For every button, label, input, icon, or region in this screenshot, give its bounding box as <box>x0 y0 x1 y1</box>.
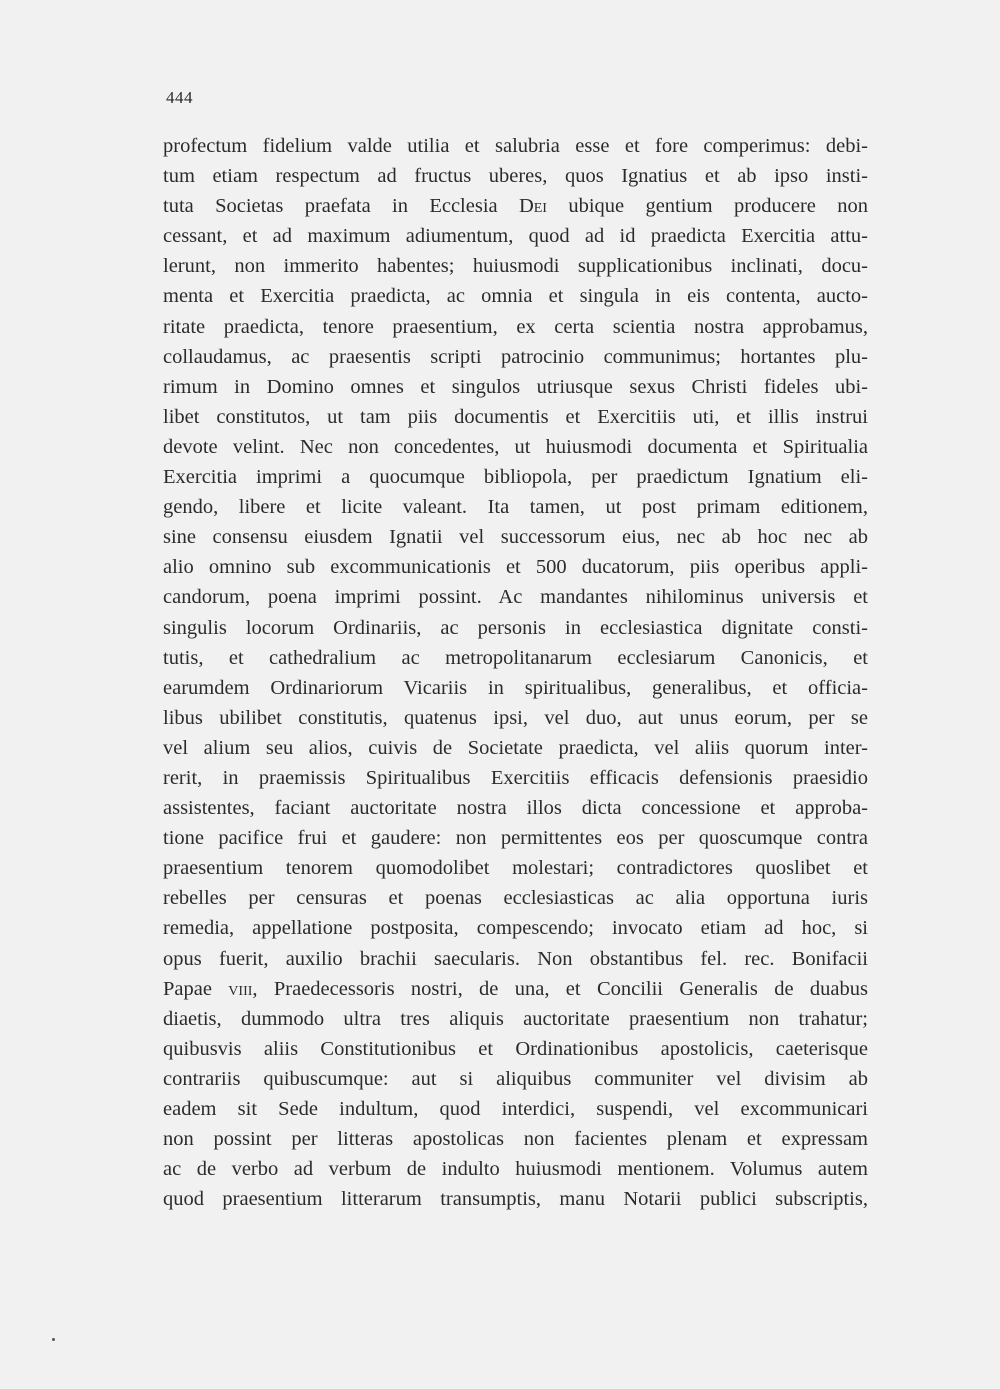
text-line: contrariis quibuscumque: aut si aliquibus communiter vel divisim ab <box>163 1067 868 1090</box>
text-line: quod praesentium litterarum transumptis, manu Notarii publici subscriptis, <box>163 1188 868 1211</box>
small-caps-word: viii <box>228 977 253 1000</box>
text-line: assistentes, faciant auctoritate nostra illos dicta concessione et approba- <box>163 797 868 820</box>
text-line: quibusvis aliis Constitutionibus et Ordinationibus apostolicis, caeterisque <box>163 1037 868 1060</box>
text-line: ritate praedicta, tenore praesentium, ex certa scientia nostra approbamus, <box>163 315 868 338</box>
text-line: libet constitutos, ut tam piis documentis et Exercitiis uti, et illis instrui <box>163 405 868 428</box>
text-line: rerit, in praemissis Spiritualibus Exercitiis efficacis defensionis praesidio <box>163 766 868 789</box>
text-line: diaetis, dummodo ultra tres aliquis auctoritate praesentium non trahatur; <box>163 1007 868 1030</box>
text-line: cessant, et ad maximum adiumentum, quod ad id praedicta Exercitia attu- <box>163 225 868 248</box>
text-line: tuta Societas praefata in Ecclesia Dei ubique gentium producere non <box>163 195 868 218</box>
text-line: remedia, appellatione postposita, compescendo; invocato etiam ad hoc, si <box>163 917 868 940</box>
text-line: collaudamus, ac praesentis scripti patrocinio communimus; hortantes plu- <box>163 345 868 368</box>
page-number: 444 <box>166 88 193 107</box>
text-line: non possint per litteras apostolicas non facientes plenam et expressam <box>163 1128 868 1151</box>
body-text <box>163 131 868 1214</box>
text-line: vel alium seu alios, cuivis de Societate praedicta, vel aliis quorum inter- <box>163 736 868 759</box>
text-line: tione pacifice frui et gaudere: non permittentes eos per quoscumque contra <box>163 827 868 850</box>
text-line: candorum, poena imprimi possint. Ac mandantes nihilominus universis et <box>163 586 868 609</box>
text-line: profectum fidelium valde utilia et salubria esse et fore comperimus: debi- <box>163 135 868 157</box>
text-line: tutis, et cathedralium ac metropolitanarum ecclesiarum Canonicis, et <box>163 646 868 669</box>
text-line: sine consensu eiusdem Ignatii vel successorum eius, nec ab hoc nec ab <box>163 526 868 549</box>
text-line: menta et Exercitia praedicta, ac omnia et singula in eis contenta, aucto- <box>163 285 868 308</box>
text-line: eadem sit Sede indultum, quod interdici, suspendi, vel excommunicari <box>163 1098 868 1120</box>
text-line: earumdem Ordinariorum Vicariis in spiritualibus, generalibus, et officia- <box>163 676 868 699</box>
text-line: rimum in Domino omnes et singulos utriusque sexus Christi fideles ubi- <box>163 375 868 398</box>
text-line: devote velint. Nec non concedentes, ut huiusmodi documenta et Spiritualia <box>163 435 868 458</box>
text-line: tum etiam respectum ad fructus uberes, quos Ignatius et ab ipso insti- <box>163 165 868 188</box>
text-line: Exercitia imprimi a quocumque bibliopola, per praedictum Ignatium eli- <box>163 466 868 489</box>
text-line: Papae viii, Praedecessoris nostri, de una, et Concilii Generalis de duabus <box>163 977 868 1000</box>
speck-mark <box>52 1338 55 1341</box>
text-line: gendo, libere et licite valeant. Ita tamen, ut post primam editionem, <box>163 496 868 519</box>
text-line: ac de verbo ad verbum de indulto huiusmodi mentionem. Volumus autem <box>163 1158 868 1181</box>
text-line: rebelles per censuras et poenas ecclesiasticas ac alia opportuna iuris <box>163 887 868 910</box>
text-line: libus ubilibet constitutis, quatenus ipsi, vel duo, aut unus eorum, per se <box>163 706 868 729</box>
text-line: singulis locorum Ordinariis, ac personis in ecclesiastica dignitate consti- <box>163 616 868 639</box>
small-caps-word: Dei <box>518 195 547 218</box>
text-line: praesentium tenorem quomodolibet molestari; contradictores quoslibet et <box>163 857 868 880</box>
text-line: lerunt, non immerito habentes; huiusmodi supplicationibus inclinati, docu- <box>163 255 868 278</box>
text-line: opus fuerit, auxilio brachii saecularis. Non obstantibus fel. rec. Bonifacii <box>163 947 868 970</box>
text-line: alio omnino sub excommunicationis et 500 ducatorum, piis operibus appli- <box>163 556 868 579</box>
